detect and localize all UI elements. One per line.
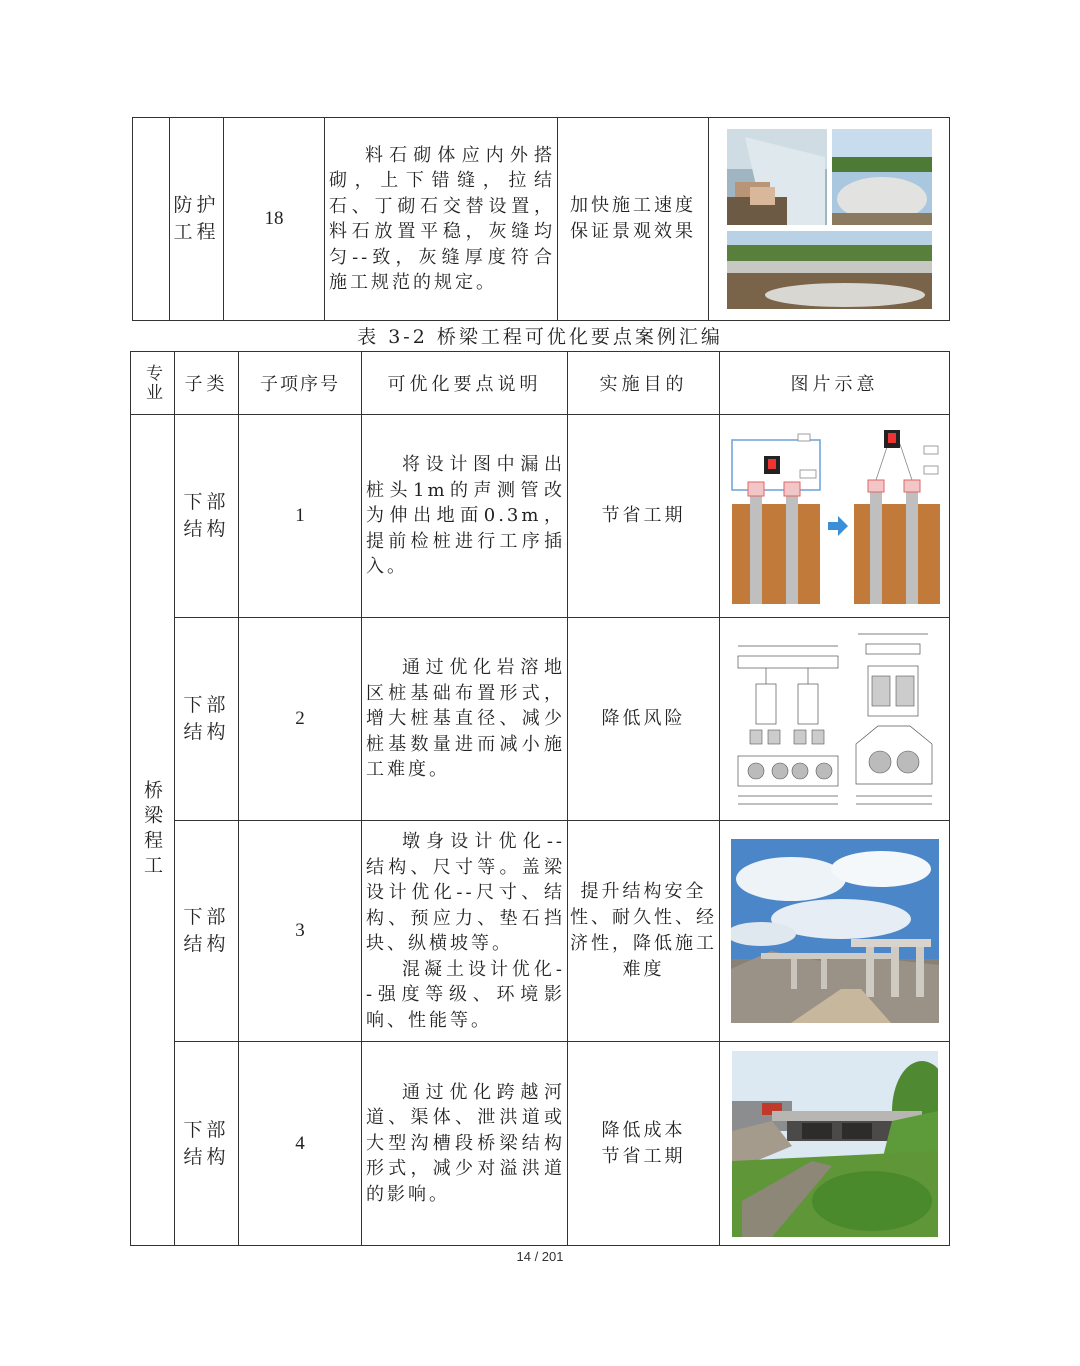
specialty-cell (131, 415, 175, 1246)
top-table (132, 117, 950, 321)
description-cell (362, 821, 568, 1042)
table-row (131, 618, 950, 821)
item-number-cell (239, 618, 362, 821)
item-number: 3 (295, 920, 305, 941)
purpose-cell (568, 415, 720, 618)
subclass-cell (175, 415, 239, 618)
subclass-text: 下部 结构 (183, 694, 230, 743)
masonry-photos-image (725, 127, 934, 311)
image-cell (720, 618, 950, 821)
table-caption: 表 3-2 桥梁工程可优化要点案例汇编 (357, 326, 723, 348)
purpose-cell (568, 1042, 720, 1246)
purpose-text: 降低风险 (601, 708, 686, 729)
specialty-text: 桥梁程工 (141, 780, 163, 880)
subclass-text: 下部 结构 (183, 1118, 230, 1168)
image-cell (720, 821, 950, 1042)
header-purpose: 实施目的 (568, 352, 720, 415)
item-number: 1 (295, 505, 305, 526)
subclass-text: 下部 结构 (183, 491, 230, 540)
header-row (131, 352, 950, 415)
item-number-cell (239, 415, 362, 618)
bridge-piers-photo (731, 839, 939, 1023)
pile-sonic-tube-diagram (728, 426, 942, 606)
item-number-cell (224, 118, 325, 321)
description-cell (325, 118, 558, 321)
subclass-cell (175, 618, 239, 821)
image-cell (720, 415, 950, 618)
subclass-text: 下部 结构 (183, 906, 230, 955)
subclass-cell (175, 821, 239, 1042)
item-number: 18 (264, 208, 284, 229)
table-row (131, 1042, 950, 1246)
purpose-text: 加快施工速度 保证景观效果 (570, 195, 696, 242)
table-row (133, 118, 950, 321)
item-number: 2 (295, 708, 305, 729)
description-text: 通过优化岩溶地区桩基础布置形式，增大桩基直径、减少桩基数量进而减小施工难度。 (366, 657, 565, 781)
description-text-2: 混凝土设计优化--强度等级、环境影响、性能等。 (366, 958, 565, 1031)
item-number: 4 (295, 1132, 305, 1154)
specialty-cell (133, 118, 170, 321)
purpose-text: 节省工期 (601, 505, 686, 526)
description-cell (362, 415, 568, 618)
purpose-cell (568, 618, 720, 821)
purpose-text: 降低成本 节省工期 (601, 1119, 686, 1167)
description-text: 墩身设计优化--结构、尺寸等。盖梁设计优化--尺寸、结构、预应力、垫石挡块、纵横坡等。 (366, 831, 565, 954)
description-cell (362, 618, 568, 821)
description-cell (362, 1042, 568, 1246)
bridge-table (130, 351, 950, 1246)
table-row (131, 821, 950, 1042)
subclass-text: 防护 工程 (173, 194, 220, 243)
item-number-cell (239, 821, 362, 1042)
image-cell (720, 1042, 950, 1246)
header-item-number: 子项序号 (239, 352, 362, 415)
header-specialty: 专业 (131, 352, 175, 415)
subclass-cell (175, 1042, 239, 1246)
image-cell (709, 118, 950, 321)
description-text: 将设计图中漏出桩头1m的声测管改为伸出地面0.3m，提前检桩进行工序插入。 (366, 454, 565, 578)
header-description: 可优化要点说明 (362, 352, 568, 415)
description-text: 通过优化跨越河道、渠体、泄洪道或大型沟槽段桥梁结构形式，减少对溢洪道的影响。 (366, 1081, 565, 1205)
purpose-text: 提升结构安全性、耐久性、经济性，降低施工难度 (570, 881, 717, 980)
header-image: 图片示意 (720, 352, 950, 415)
purpose-cell (558, 118, 709, 321)
subclass-cell (170, 118, 224, 321)
item-number-cell (239, 1042, 362, 1246)
table-row (131, 415, 950, 618)
river-bridge-photo (732, 1051, 938, 1237)
page-number: 14 / 201 (516, 1249, 564, 1264)
header-subclass: 子类 (175, 352, 239, 415)
description-text: 料石砌体应内外搭砌，上下错缝，拉结石、丁砌石交替设置，料石放置平稳，灰缝均匀--致，灰缝厚度符合施工规范的规定。 (329, 144, 555, 293)
pile-layout-drawing (728, 626, 942, 812)
purpose-cell (568, 821, 720, 1042)
